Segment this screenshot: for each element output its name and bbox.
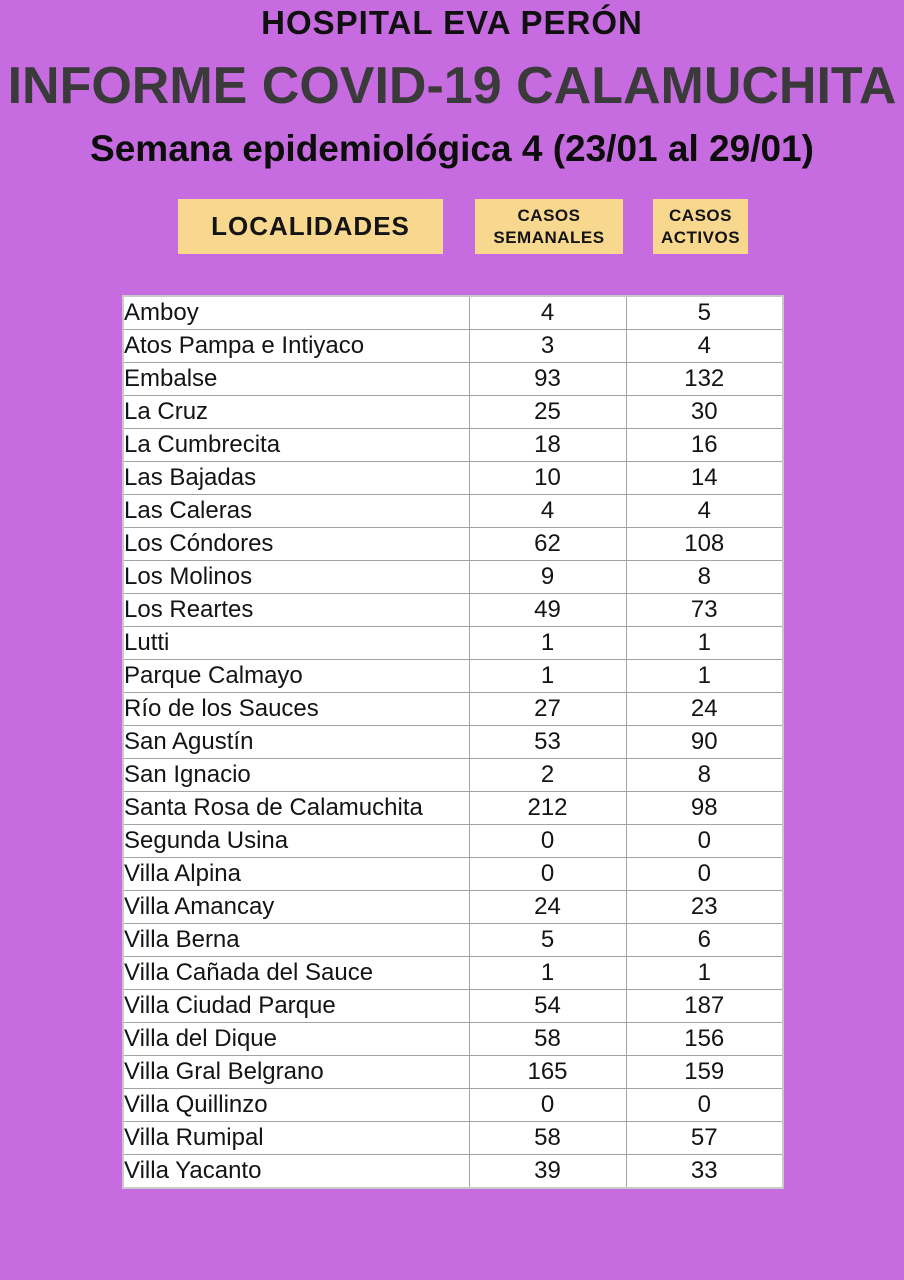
weekly-cases-cell: 62	[469, 528, 626, 561]
active-cases-cell: 98	[626, 792, 783, 825]
table-row	[123, 693, 783, 726]
weekly-cases-cell: 1	[469, 627, 626, 660]
table-row	[123, 296, 783, 330]
weekly-cases-cell: 4	[469, 495, 626, 528]
active-cases-cell: 1	[626, 660, 783, 693]
active-cases-cell: 24	[626, 693, 783, 726]
table-row	[123, 462, 783, 495]
locality-cell: La Cumbrecita	[123, 429, 469, 462]
weekly-cases-cell: 54	[469, 990, 626, 1023]
locality-cell: Villa Quillinzo	[123, 1089, 469, 1122]
active-cases-cell: 0	[626, 858, 783, 891]
table-row	[123, 825, 783, 858]
locality-cell: Los Molinos	[123, 561, 469, 594]
active-cases-cell: 23	[626, 891, 783, 924]
active-cases-cell: 159	[626, 1056, 783, 1089]
covid-cases-table	[122, 295, 784, 1189]
locality-cell: San Agustín	[123, 726, 469, 759]
report-title: INFORME COVID-19 CALAMUCHITA	[7, 57, 897, 115]
active-cases-cell: 1	[626, 957, 783, 990]
table-row	[123, 594, 783, 627]
hospital-title: HOSPITAL EVA PERÓN	[261, 4, 643, 41]
locality-cell: La Cruz	[123, 396, 469, 429]
active-cases-cell: 8	[626, 759, 783, 792]
locality-cell: Parque Calmayo	[123, 660, 469, 693]
active-cases-cell: 4	[626, 495, 783, 528]
active-cases-cell: 6	[626, 924, 783, 957]
table-row	[123, 561, 783, 594]
active-cases-cell: 30	[626, 396, 783, 429]
table-row	[123, 1056, 783, 1089]
weekly-cases-cell: 39	[469, 1155, 626, 1189]
weekly-cases-cell: 0	[469, 825, 626, 858]
active-cases-cell: 0	[626, 1089, 783, 1122]
table-row	[123, 957, 783, 990]
column-header-casos-activos	[653, 199, 748, 254]
weekly-cases-cell: 3	[469, 330, 626, 363]
active-cases-cell: 5	[626, 296, 783, 330]
weekly-cases-cell: 4	[469, 296, 626, 330]
locality-cell: Embalse	[123, 363, 469, 396]
weekly-cases-cell: 24	[469, 891, 626, 924]
weekly-cases-cell: 93	[469, 363, 626, 396]
active-cases-cell: 132	[626, 363, 783, 396]
active-cases-cell: 8	[626, 561, 783, 594]
locality-cell: Villa Berna	[123, 924, 469, 957]
locality-cell: Los Reartes	[123, 594, 469, 627]
weekly-cases-cell: 18	[469, 429, 626, 462]
table-row	[123, 1089, 783, 1122]
table-row	[123, 792, 783, 825]
weekly-cases-cell: 9	[469, 561, 626, 594]
active-cases-cell: 73	[626, 594, 783, 627]
weekly-cases-cell: 0	[469, 858, 626, 891]
table-row	[123, 891, 783, 924]
weekly-cases-cell: 1	[469, 957, 626, 990]
locality-cell: Villa Yacanto	[123, 1155, 469, 1189]
casos-activos-line1: CASOS	[669, 205, 732, 225]
active-cases-cell: 33	[626, 1155, 783, 1189]
weekly-cases-cell: 0	[469, 1089, 626, 1122]
locality-cell: Villa del Dique	[123, 1023, 469, 1056]
weekly-cases-cell: 1	[469, 660, 626, 693]
table-row	[123, 990, 783, 1023]
table-row	[123, 627, 783, 660]
table-row	[123, 528, 783, 561]
table-row	[123, 726, 783, 759]
active-cases-cell: 1	[626, 627, 783, 660]
locality-cell: Amboy	[123, 296, 469, 330]
locality-cell: Villa Amancay	[123, 891, 469, 924]
weekly-cases-cell: 27	[469, 693, 626, 726]
weekly-cases-cell: 25	[469, 396, 626, 429]
weekly-cases-cell: 5	[469, 924, 626, 957]
active-cases-cell: 16	[626, 429, 783, 462]
column-header-casos-semanales	[475, 199, 623, 254]
active-cases-cell: 14	[626, 462, 783, 495]
weekly-cases-cell: 49	[469, 594, 626, 627]
locality-cell: Las Caleras	[123, 495, 469, 528]
locality-cell: Segunda Usina	[123, 825, 469, 858]
active-cases-cell: 108	[626, 528, 783, 561]
locality-cell: San Ignacio	[123, 759, 469, 792]
active-cases-cell: 156	[626, 1023, 783, 1056]
column-header-localidades: LOCALIDADES	[178, 199, 443, 254]
epi-week-subtitle: Semana epidemiológica 4 (23/01 al 29/01)	[90, 128, 814, 169]
table-row	[123, 495, 783, 528]
table-row	[123, 1023, 783, 1056]
locality-cell: Villa Ciudad Parque	[123, 990, 469, 1023]
weekly-cases-cell: 58	[469, 1023, 626, 1056]
table-row	[123, 396, 783, 429]
weekly-cases-cell: 165	[469, 1056, 626, 1089]
weekly-cases-cell: 53	[469, 726, 626, 759]
locality-cell: Las Bajadas	[123, 462, 469, 495]
casos-semanales-line2: SEMANALES	[493, 227, 605, 247]
table-row	[123, 330, 783, 363]
active-cases-cell: 4	[626, 330, 783, 363]
table-row	[123, 1122, 783, 1155]
casos-activos-line2: ACTIVOS	[660, 227, 741, 247]
weekly-cases-cell: 10	[469, 462, 626, 495]
locality-cell: Villa Gral Belgrano	[123, 1056, 469, 1089]
locality-cell: Lutti	[123, 627, 469, 660]
weekly-cases-cell: 212	[469, 792, 626, 825]
locality-cell: Los Cóndores	[123, 528, 469, 561]
table-row	[123, 429, 783, 462]
table-row	[123, 924, 783, 957]
table-row	[123, 1155, 783, 1189]
locality-cell: Villa Cañada del Sauce	[123, 957, 469, 990]
locality-cell: Villa Alpina	[123, 858, 469, 891]
active-cases-cell: 0	[626, 825, 783, 858]
table-row	[123, 660, 783, 693]
table-row	[123, 858, 783, 891]
locality-cell: Atos Pampa e Intiyaco	[123, 330, 469, 363]
weekly-cases-cell: 2	[469, 759, 626, 792]
table-row	[123, 363, 783, 396]
locality-cell: Río de los Sauces	[123, 693, 469, 726]
active-cases-cell: 187	[626, 990, 783, 1023]
casos-semanales-line1: CASOS	[517, 205, 581, 225]
active-cases-cell: 57	[626, 1122, 783, 1155]
active-cases-cell: 90	[626, 726, 783, 759]
weekly-cases-cell: 58	[469, 1122, 626, 1155]
locality-cell: Villa Rumipal	[123, 1122, 469, 1155]
locality-cell: Santa Rosa de Calamuchita	[123, 792, 469, 825]
table-row	[123, 759, 783, 792]
